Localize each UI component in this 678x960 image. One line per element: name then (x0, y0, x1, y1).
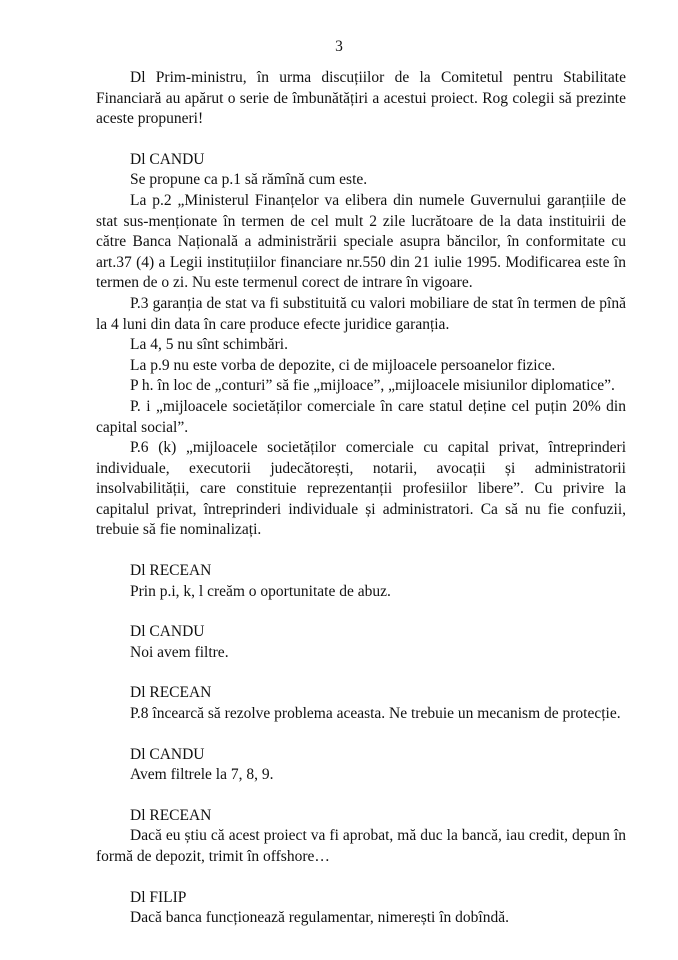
spacer (96, 130, 626, 150)
statement-paragraph: Avem filtrele la 7, 8, 9. (130, 766, 274, 784)
page-number: 3 (335, 38, 343, 55)
intro-paragraph: Dl Prim-ministru, în urma discuțiilor de la Comitetul pentru Stabilitate Financiară au apărut o serie de îmbunătățiri a acestui proiect. Rog colegii să prezinte aceste propuneri! (96, 69, 626, 128)
spacer (96, 602, 626, 622)
spacer (96, 786, 626, 806)
statement-paragraph: Se propune ca p.1 să rămînă cum este. (130, 171, 368, 189)
speaker-name: Dl RECEAN (130, 684, 212, 702)
speaker-name: Dl RECEAN (130, 806, 212, 824)
statement-paragraph: Prin p.i, k, l creăm o oportunitate de abuz. (130, 582, 391, 600)
statement-paragraph: P h. în loc de „conturi” să fie „mijloace”, „mijloacele misiunilor diplomatice”. (130, 377, 615, 395)
spacer (96, 541, 626, 561)
statement-paragraph: Dacă banca funcționează regulamentar, nimerești în dobîndă. (130, 909, 509, 927)
spacer (96, 725, 626, 745)
statement-paragraph: P.3 garanția de stat va fi substituită cu valori mobiliare de stat în termen de pînă la 4 luni din data în care produce efecte juridice garanția. (96, 294, 626, 333)
statement-paragraph: La p.9 nu este vorba de depozite, ci de mijloacele persoanelor fizice. (130, 356, 556, 374)
speaker-name: Dl FILIP (130, 888, 187, 906)
statement-paragraph: Dacă eu știu că acest proiect va fi aprobat, mă duc la bancă, iau credit, depun în formă de depozit, trimit în offshore… (96, 827, 626, 865)
speaker-name: Dl CANDU (130, 623, 205, 641)
statement-paragraph: La 4, 5 nu sînt schimbări. (130, 336, 288, 354)
spacer (96, 663, 626, 683)
statement-paragraph: P. i „mijloacele societăților comerciale în care statul deține cel puțin 20% din capital social”. (96, 397, 626, 436)
transcript-body (96, 68, 626, 929)
speaker-name: Dl CANDU (130, 745, 205, 763)
speaker-name: Dl CANDU (130, 150, 205, 168)
statement-paragraph: Noi avem filtre. (130, 643, 229, 661)
spacer (96, 868, 626, 888)
statement-paragraph: La p.2 „Ministerul Finanțelor va elibera din numele Guvernului garanțiile de stat sus-menționate în termen de cel mult 2 zile lucrătoare de la data instituirii de către Banca Națională a administrării speciale asupra băncilor, în conformitate cu art.37 (4) a Legii instituțiilor financiare nr.550 din 21 iulie 1995. Modificarea este în termen de o zi. Nu este termenul corect de intrare în vigoare. (96, 191, 626, 292)
statement-paragraph: P.8 încearcă să rezolve problema aceasta. Ne trebuie un mecanism de protecție. (130, 705, 621, 723)
speaker-name: Dl RECEAN (130, 562, 212, 580)
statement-paragraph: P.6 (k) „mijloacele societăților comerciale cu capital privat, întreprinderi individuale, executorii judecătorești, notarii, avocații și administratorii insolvabilității, care constituie reprezentanții profesiilor libere”. Cu privire la capitalul privat, întreprinderi individuale și administratori. Ca să nu fie confuzii, trebuie să fie nominalizați. (96, 439, 626, 539)
